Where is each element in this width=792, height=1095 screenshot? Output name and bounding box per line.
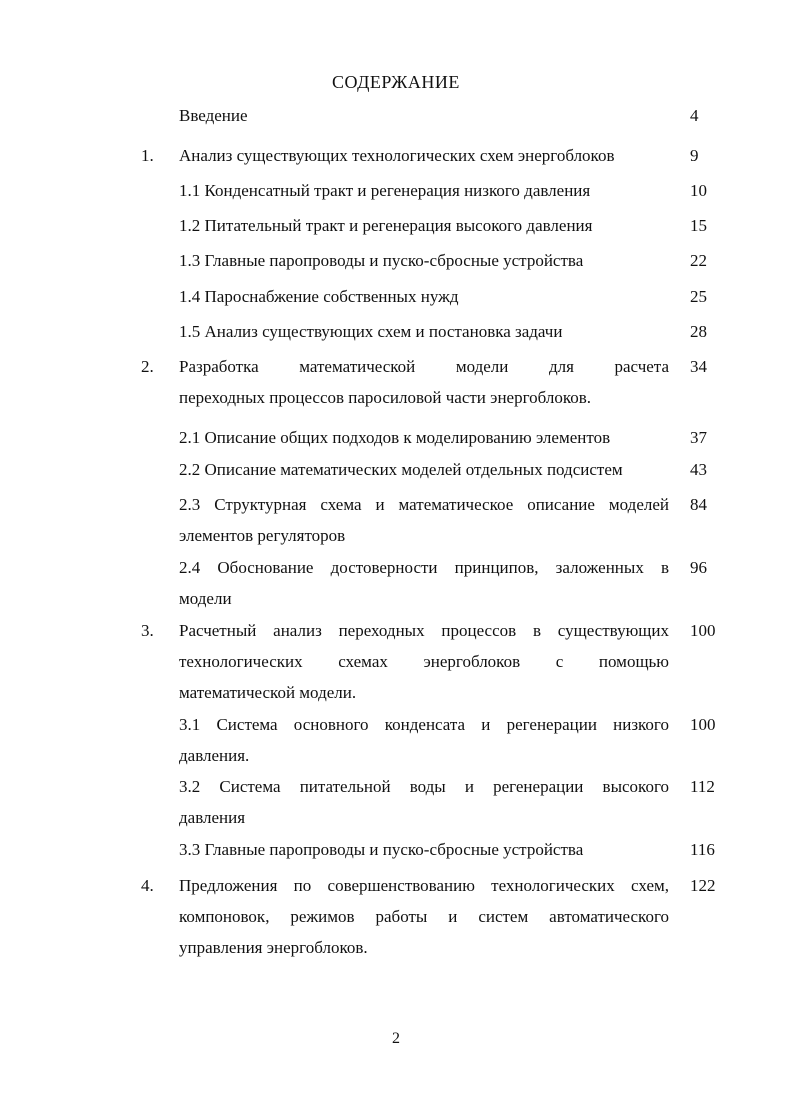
toc-entry-page: 10 — [690, 181, 707, 200]
toc-entry-line: 2.3 Структурная схема и математическое описание моделей — [179, 495, 669, 514]
toc-entry-line: математической модели. — [179, 683, 357, 702]
toc-entry-line: Предложения по совершенствованию технологических схем, — [179, 876, 669, 895]
toc-entry-line: 3.1 Система основного конденсата и регенерации низкого — [179, 715, 669, 734]
page-number: 2 — [392, 1030, 400, 1047]
toc-entry-number: 2. — [141, 357, 154, 376]
toc-entry-page: 9 — [690, 146, 699, 165]
toc-entry-page: 116 — [690, 840, 715, 859]
toc-entry-page: 4 — [690, 106, 699, 125]
toc-entry-line: 2.1 Описание общих подходов к моделированию элементов — [179, 428, 611, 447]
toc-entry-line: управления энергоблоков. — [179, 938, 368, 957]
toc-entry-page: 43 — [690, 460, 707, 479]
toc-entry-line: 1.3 Главные паропроводы и пуско-сбросные устройства — [179, 251, 584, 270]
toc-entry-number: 3. — [141, 621, 154, 640]
toc-entry-line: давления. — [179, 746, 250, 765]
toc-entry-page: 28 — [690, 322, 707, 341]
toc-entry-page: 22 — [690, 251, 707, 270]
toc-entry-line: 1.2 Питательный тракт и регенерация высокого давления — [179, 216, 593, 235]
toc-entry-line: Анализ существующих технологических схем энергоблоков — [179, 146, 615, 165]
toc-entry-line: элементов регуляторов — [179, 526, 346, 545]
toc-entry-page: 84 — [690, 495, 707, 514]
toc-entry-page: 122 — [690, 876, 716, 895]
toc-entry-page: 34 — [690, 357, 707, 376]
toc-entry-line: 1.1 Конденсатный тракт и регенерация низкого давления — [179, 181, 591, 200]
toc-entry-page: 100 — [690, 621, 716, 640]
toc-entry-line: 2.2 Описание математических моделей отдельных подсистем — [179, 460, 623, 479]
toc-entry-line: технологических схемах энергоблоков с помощью — [179, 652, 669, 671]
toc-entry-line: компоновок, режимов работы и систем автоматического — [179, 907, 669, 926]
toc-entry-page: 37 — [690, 428, 707, 447]
toc-entry-line: переходных процессов паросиловой части энергоблоков. — [179, 388, 592, 407]
toc-entry-page: 25 — [690, 287, 707, 306]
toc-entry-line: Разработка математической модели для расчета — [179, 357, 669, 376]
toc-entry-page: 15 — [690, 216, 707, 235]
toc-entry-page: 112 — [690, 777, 715, 796]
toc-entry-line: модели — [179, 589, 232, 608]
toc-title: СОДЕРЖАНИЕ — [332, 72, 460, 92]
toc-entry-number: 1. — [141, 146, 154, 165]
toc-entry-line: 3.3 Главные паропроводы и пуско-сбросные устройства — [179, 840, 584, 859]
toc-entry-line: 1.4 Пароснабжение собственных нужд — [179, 287, 459, 306]
toc-entry-line: Введение — [179, 106, 248, 125]
toc-entry-line: 3.2 Система питательной воды и регенерации высокого — [179, 777, 669, 796]
toc-entry-line: давления — [179, 808, 246, 827]
toc-entry-line: Расчетный анализ переходных процессов в существующих — [179, 621, 669, 640]
toc-entry-page: 100 — [690, 715, 716, 734]
toc-entry-number: 4. — [141, 876, 154, 895]
toc-entry-line: 1.5 Анализ существующих схем и постановка задачи — [179, 322, 563, 341]
toc-entry-line: 2.4 Обоснование достоверности принципов, заложенных в — [179, 558, 669, 577]
toc-entry-page: 96 — [690, 558, 707, 577]
